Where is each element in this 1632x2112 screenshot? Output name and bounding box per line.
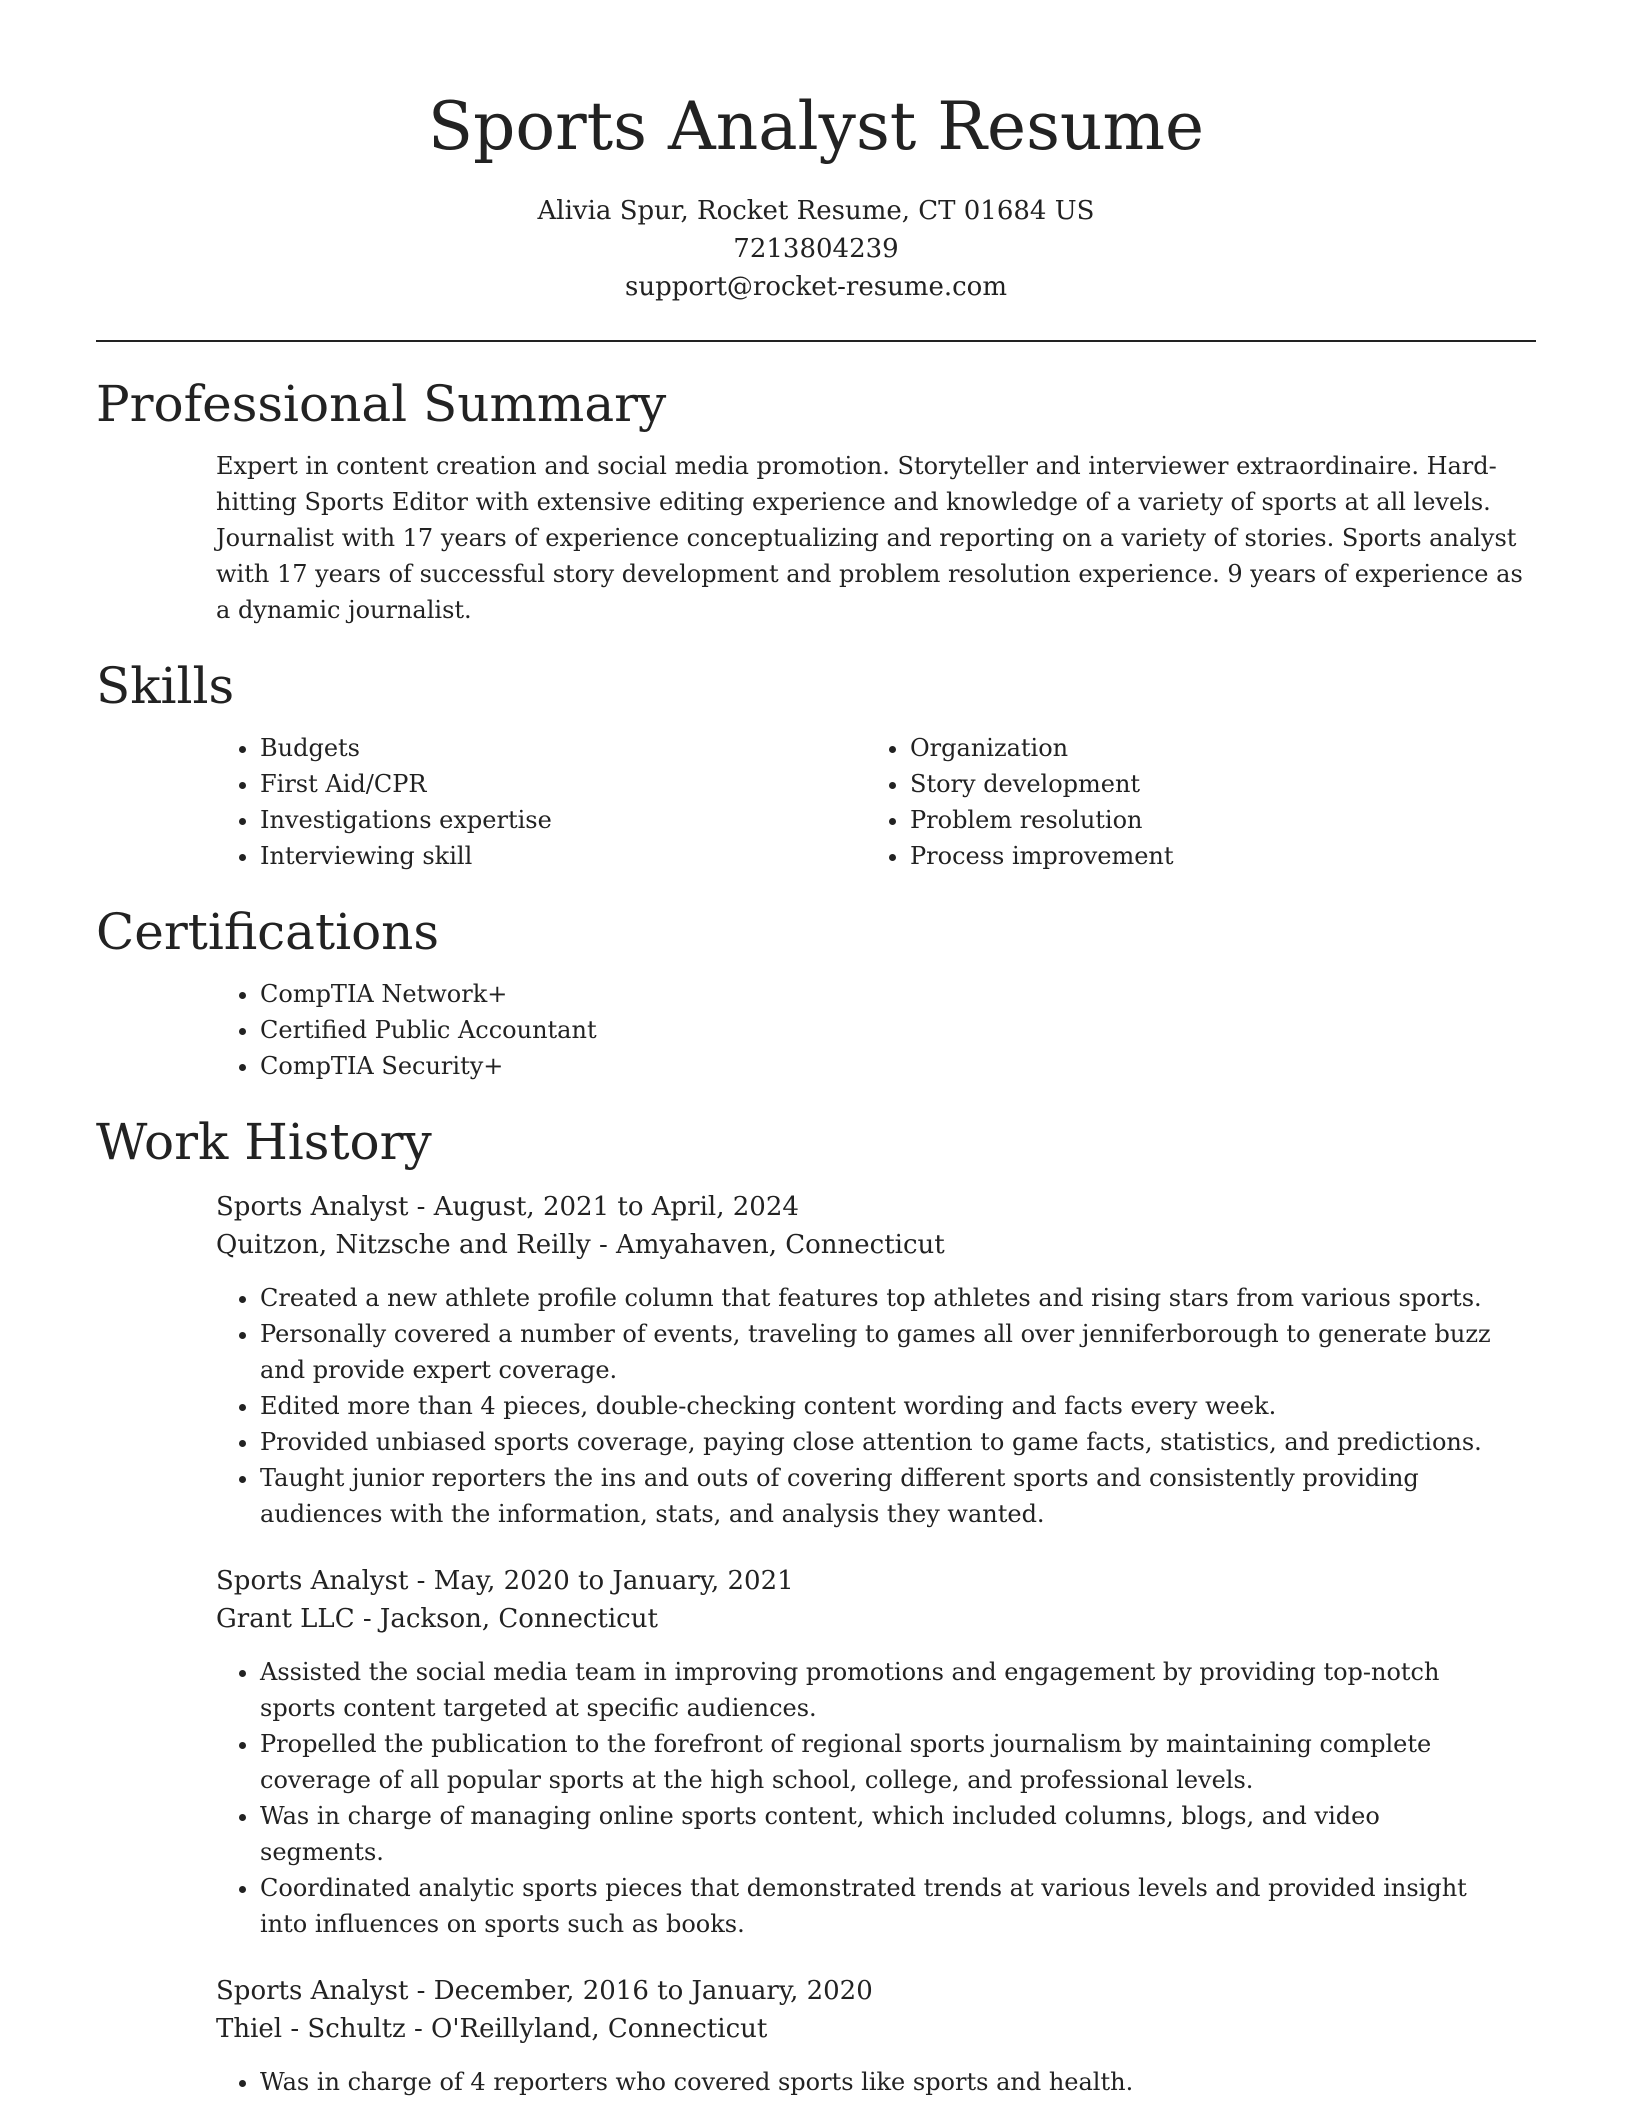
job-entry (216, 1562, 1536, 1942)
summary-section (96, 372, 1536, 628)
job-bullet: • Personally covered a number of events, traveling to games all over jenniferborough to generate buzz and provide expert coverage. (260, 1316, 1506, 1388)
resume-page (96, 0, 1536, 2100)
certification-item: • CompTIA Security+ (260, 1048, 1536, 1084)
resume-header (96, 0, 1536, 306)
skills-left-column (216, 730, 866, 874)
job-title-dates: Sports Analyst - May, 2020 to January, 2021 (216, 1566, 794, 1596)
skills-heading: Skills (96, 657, 235, 715)
job-bullet: • Provided unbiased sports coverage, paying close attention to game facts, statistics, and predictions. (260, 1424, 1506, 1460)
contact-address: Alivia Spur, Rocket Resume, CT 01684 US (537, 196, 1095, 226)
job-company-location: Grant LLC - Jackson, Connecticut (216, 1604, 658, 1634)
skill-item: • Process improvement (910, 838, 1516, 874)
contact-phone: 7213804239 (733, 234, 899, 264)
contact-info (96, 192, 1536, 306)
header-divider (96, 340, 1536, 342)
certification-item: • Certified Public Accountant (260, 1012, 1536, 1048)
contact-email: support@rocket-resume.com (624, 272, 1007, 302)
skill-item: • Problem resolution (910, 802, 1516, 838)
job-bullet: • Coordinated analytic sports pieces that demonstrated trends at various levels and provided insight into influences on sports such as books. (260, 1870, 1506, 1942)
skill-item: • Budgets (260, 730, 866, 766)
skill-item: • Story development (910, 766, 1516, 802)
work-history-heading: Work History (96, 1113, 432, 1171)
job-company-location: Thiel - Schultz - O'Reillyland, Connecticut (216, 2014, 768, 2044)
job-bullet: • Propelled the publication to the forefront of regional sports journalism by maintaining complete coverage of all popular sports at the high school, college, and professional levels. (260, 1726, 1506, 1798)
job-bullet: • Taught junior reporters the ins and outs of covering different sports and consistently providing audiences with the information, stats, and analysis they wanted. (260, 1460, 1506, 1532)
certifications-section (96, 900, 1536, 1084)
job-title-dates: Sports Analyst - December, 2016 to January, 2020 (216, 1976, 873, 2006)
skills-right-column (866, 730, 1516, 874)
job-bullet: • Was in charge of 4 reporters who covered sports like sports and health. (260, 2064, 1506, 2100)
skill-item: • First Aid/CPR (260, 766, 866, 802)
summary-heading: Professional Summary (96, 375, 667, 433)
skill-item: • Investigations expertise (260, 802, 866, 838)
skill-item: • Interviewing skill (260, 838, 866, 874)
job-bullet: • Created a new athlete profile column that features top athletes and rising stars from various sports. (260, 1280, 1506, 1316)
job-company-location: Quitzon, Nitzsche and Reilly - Amyahaven, Connecticut (216, 1230, 945, 1260)
job-entry (216, 1188, 1536, 1532)
job-bullet: • Was in charge of managing online sports content, which included columns, blogs, and video segments. (260, 1798, 1506, 1870)
job-entry (216, 1972, 1536, 2100)
job-bullet: • Assisted the social media team in improving promotions and engagement by providing top-notch sports content targeted at specific audiences. (260, 1654, 1506, 1726)
skill-item: • Organization (910, 730, 1516, 766)
job-title-dates: Sports Analyst - August, 2021 to April, 2024 (216, 1192, 799, 1222)
certifications-heading: Certifications (96, 903, 440, 961)
resume-title: Sports Analyst Resume (427, 88, 1205, 165)
summary-text: Expert in content creation and social media promotion. Storyteller and interviewer extraordinaire. Hard-hitting Sports Editor with extensive editing experience and knowledge of a variety of sports at all levels. Journalist with 17 years of experience conceptualizing and reporting on a variety of stories. Sports analyst with 17 years of successful story development and problem resolution experience. 9 years of experience as a dynamic journalist. (216, 452, 1523, 624)
work-history-section (96, 1110, 1536, 2100)
certification-item: • CompTIA Network+ (260, 976, 1536, 1012)
job-bullet: • Edited more than 4 pieces, double-checking content wording and facts every week. (260, 1388, 1506, 1424)
skills-section (96, 654, 1536, 874)
